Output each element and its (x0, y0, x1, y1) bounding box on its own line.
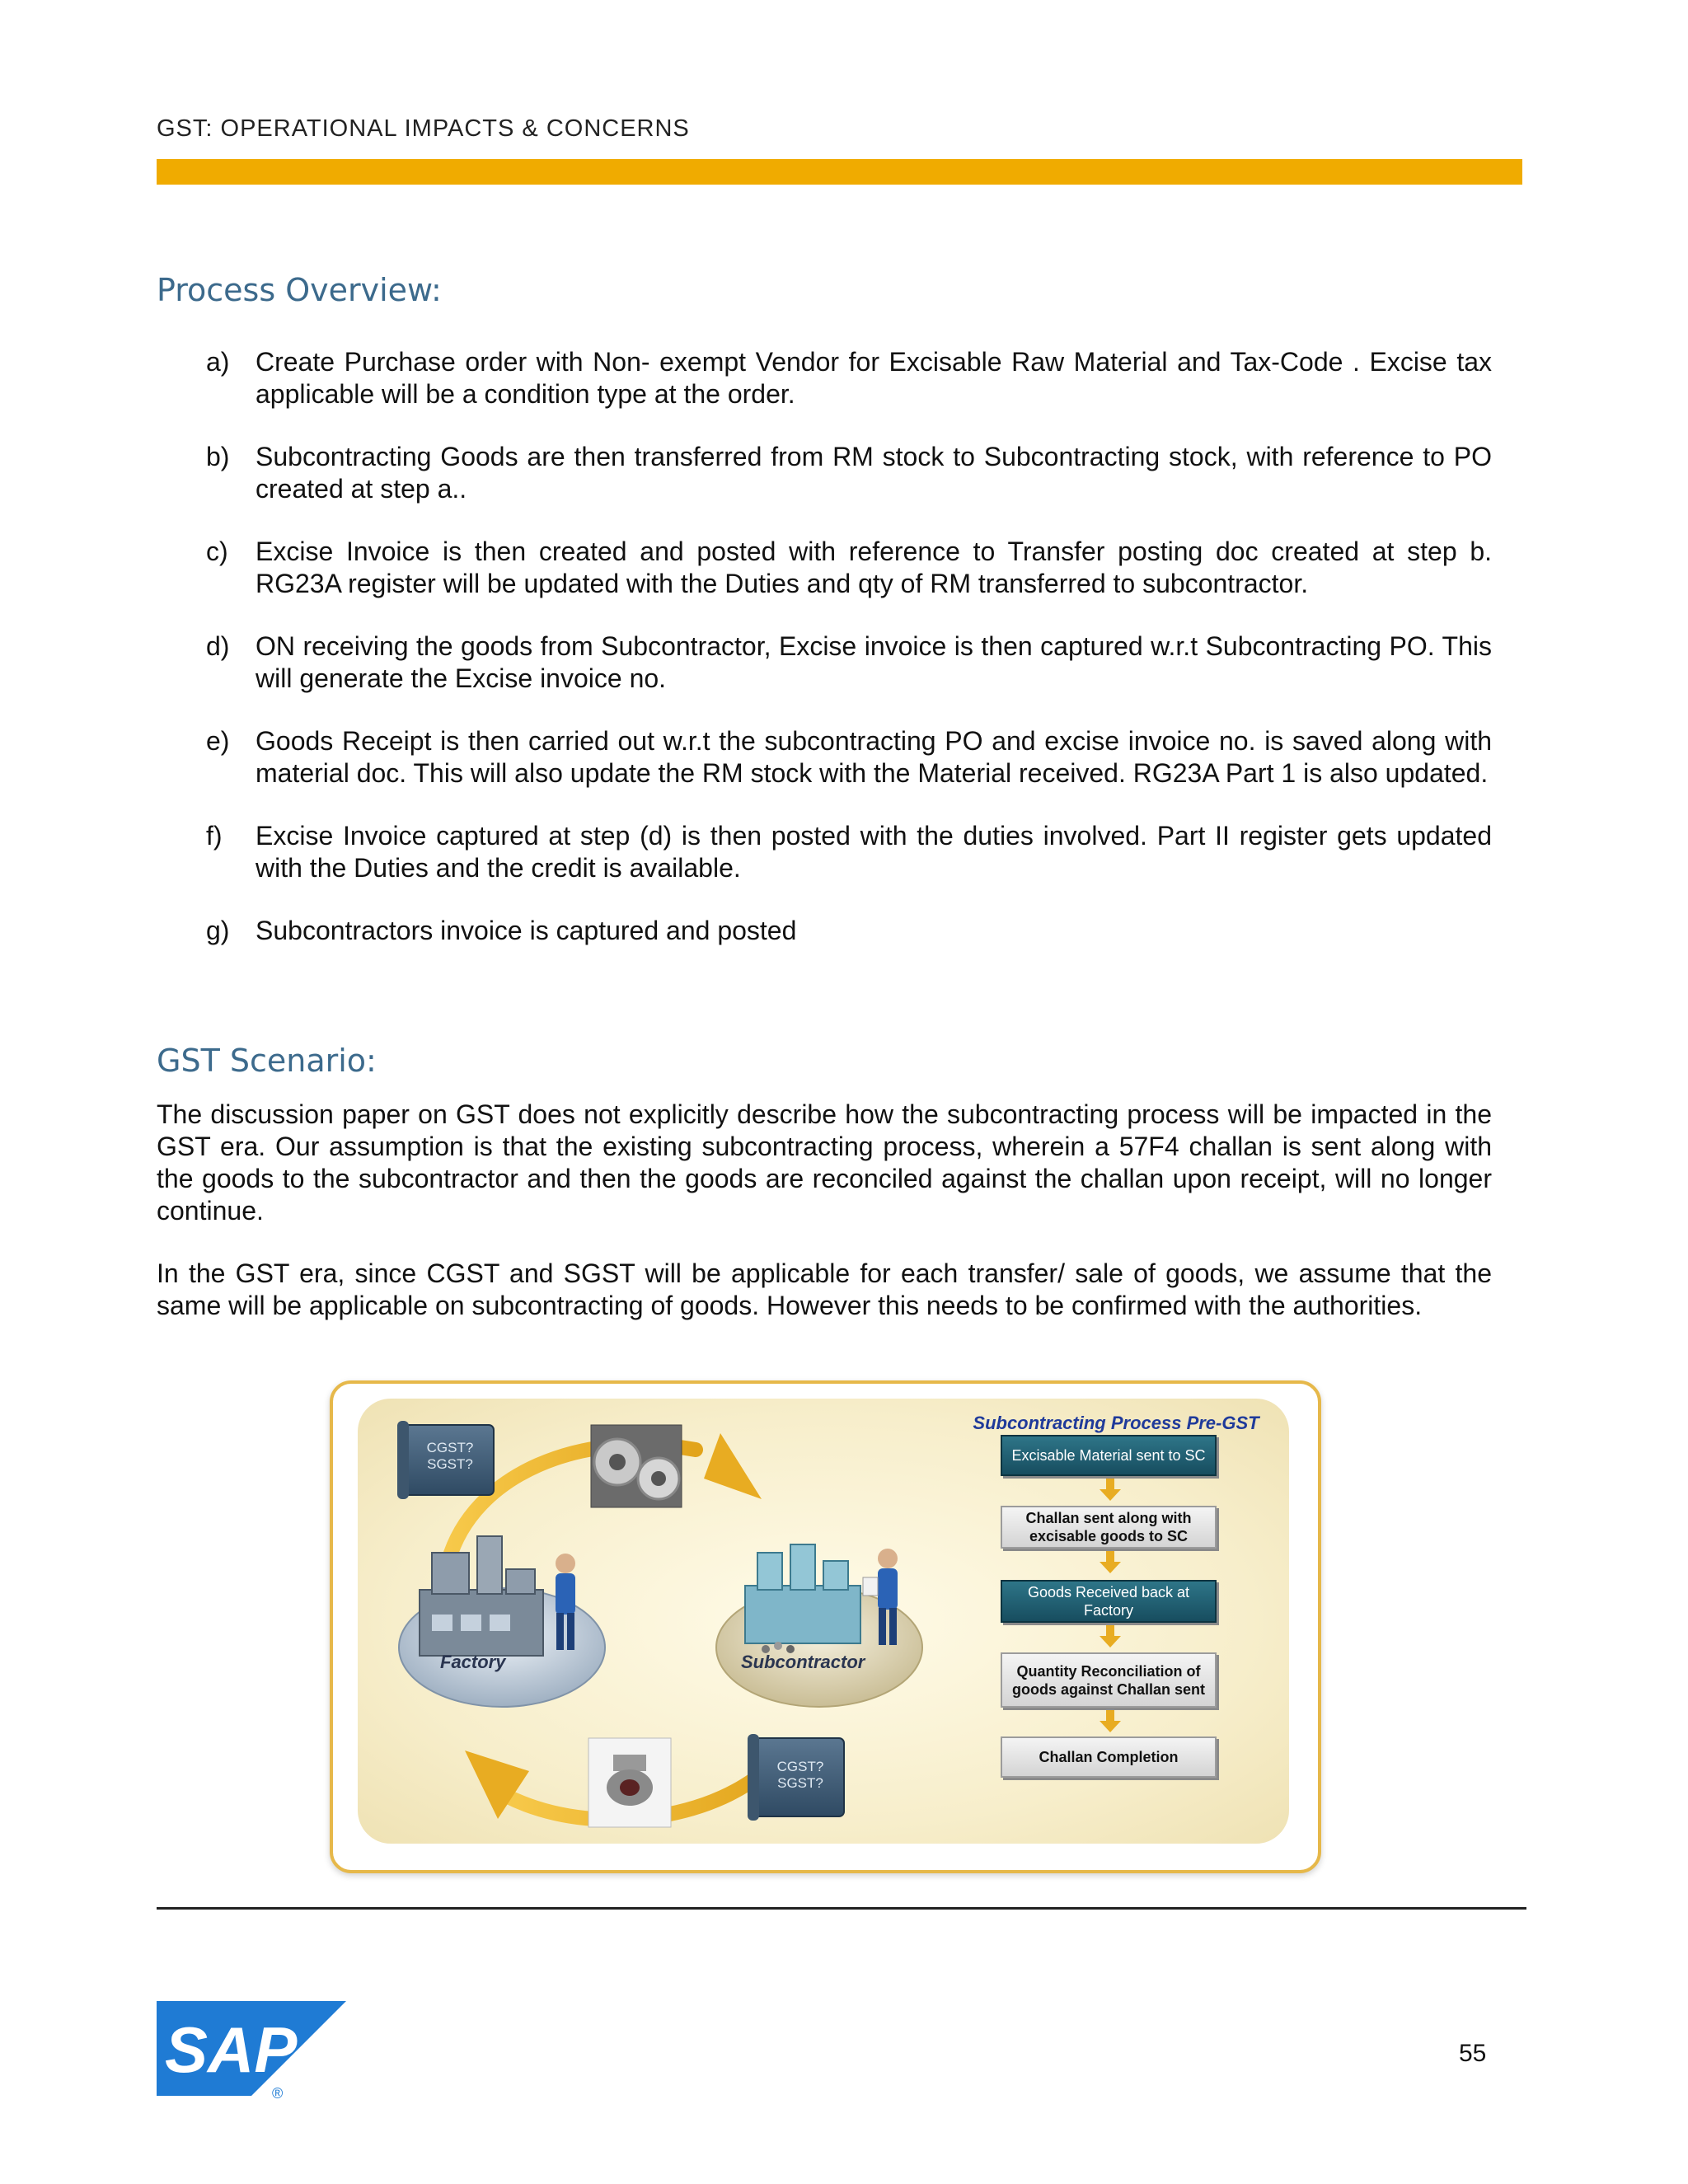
cycle-arrowhead-top (704, 1433, 762, 1499)
page-number: 55 (1459, 2040, 1487, 2067)
scroll-bottom-line: CGST? (776, 1759, 824, 1774)
process-step (206, 346, 1492, 410)
step-marker: g) (206, 916, 230, 945)
factory-building-icon (420, 1536, 543, 1656)
gst-scenario-heading: GST Scenario: (157, 1043, 377, 1079)
subcontracting-process-figure (330, 1380, 1321, 1873)
flow-step-box: Quantity Reconciliation of goods against Challan sent (1001, 1652, 1217, 1708)
flow-step-box: Goods Received back at Factory (1001, 1580, 1217, 1623)
flow-step-box: Challan Completion (1001, 1736, 1217, 1778)
process-steps-list (206, 346, 1492, 977)
process-overview-heading: Process Overview: (157, 272, 442, 308)
step-marker: a) (206, 347, 230, 377)
step-marker: c) (206, 537, 228, 566)
scroll-top-line: CGST? (426, 1440, 474, 1455)
step-text: Create Purchase order with Non- exempt Vendor for Excisable Raw Material and Tax-Code . Excise tax applicable will be a condition type at the order. (256, 347, 1492, 409)
process-step (206, 725, 1492, 790)
step-text: Excise Invoice captured at step (d) is then posted with the duties involved. Part II register gets updated with the Duties and the credit is available. (256, 821, 1492, 883)
footer-rule (157, 1907, 1526, 1910)
process-step (206, 630, 1492, 695)
process-step (206, 915, 1492, 947)
step-text: Goods Receipt is then carried out w.r.t the subcontracting PO and excise invoice no. is saved along with material doc. This will also update the RM stock with the Material received. RG23A Part 1 is also updated. (256, 726, 1492, 788)
flow-step-box: Excisable Material sent to SC (1001, 1435, 1217, 1476)
header-accent-bar (157, 159, 1522, 185)
subcontractor-label: Subcontractor (741, 1652, 865, 1672)
step-marker: b) (206, 442, 230, 471)
step-text: Subcontractors invoice is captured and posted (256, 916, 797, 945)
step-text: ON receiving the goods from Subcontractor, Excise invoice is then captured w.r.t Subcontracting PO. This will generate the Excise invoice no. (256, 631, 1492, 693)
scroll-bottom-text (759, 1759, 842, 1792)
step-marker: e) (206, 726, 230, 756)
registered-mark: ® (272, 2085, 284, 2098)
step-marker: d) (206, 631, 230, 661)
metal-coils-image (591, 1425, 682, 1507)
page-header-title: GST: OPERATIONAL IMPACTS & CONCERNS (157, 115, 690, 142)
process-step (206, 820, 1492, 884)
process-step (206, 536, 1492, 600)
gst-scenario-paragraph: The discussion paper on GST does not explicitly describe how the subcontracting process will be impacted in the GST era. Our assumption is that the existing subcontracting process, wherein a 57F4 challan is sent along with the goods to the subcontractor and then the goods are reconciled against the challan upon receipt, will no longer continue. (157, 1099, 1492, 1226)
subcontractor-building-icon (745, 1544, 860, 1643)
scroll-top-text (409, 1440, 491, 1473)
factory-label: Factory (440, 1652, 506, 1672)
step-marker: f) (206, 821, 223, 851)
step-text: Excise Invoice is then created and posted with reference to Transfer posting doc created at step b. RG23A register will be updated with the Duties and qty of RM transferred to subcontractor. (256, 537, 1492, 598)
flow-title: Subcontracting Process Pre-GST (973, 1413, 1259, 1433)
sap-logo-text: SAP (165, 2013, 298, 2086)
flow-step-box: Challan sent along with excisable goods to SC (1001, 1506, 1217, 1549)
scroll-top-line: SGST? (427, 1456, 473, 1472)
step-text: Subcontracting Goods are then transferred from RM stock to Subcontracting stock, with reference to PO created at step a.. (256, 442, 1492, 504)
sap-logo (157, 2001, 346, 2098)
scroll-bottom-line: SGST? (777, 1775, 823, 1791)
process-step (206, 441, 1492, 505)
finished-part-image (588, 1738, 671, 1827)
gst-scenario-paragraph: In the GST era, since CGST and SGST will be applicable for each transfer/ sale of goods, we assume that the same will be applicable on subcontracting of goods. However this needs to be confirmed with the authorities. (157, 1258, 1492, 1320)
